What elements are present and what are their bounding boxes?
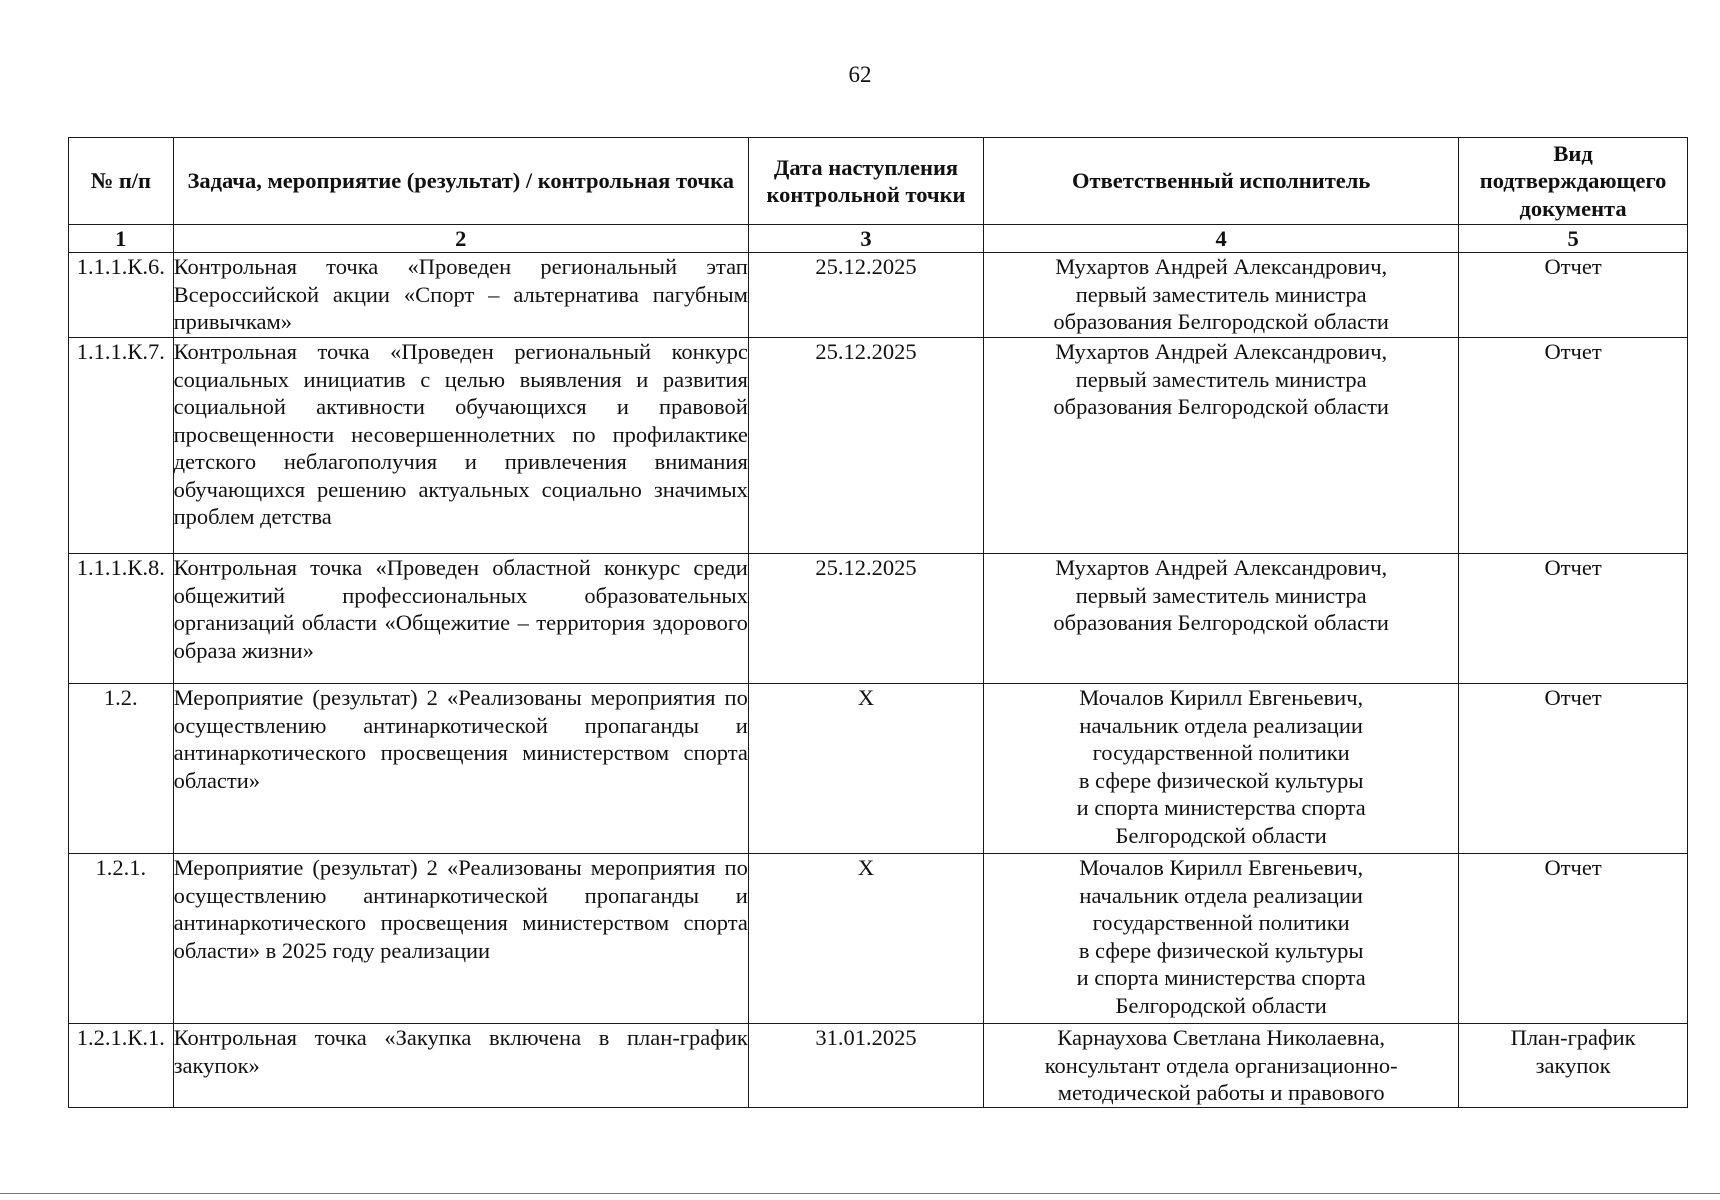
row-responsible-text: Мухартов Андрей Александрович, первый заместитель министра образования Белгородской области xyxy=(1053,254,1389,334)
row-task-text: Контрольная точка «Закупка включена в план-график закупок» xyxy=(173,1025,748,1078)
row-responsible-text: Мухартов Андрей Александрович, первый заместитель министра образования Белгородской области xyxy=(1053,339,1389,419)
row-number: 1.1.1.К.8. xyxy=(69,554,174,684)
row-date: 25.12.2025 xyxy=(748,554,983,684)
row-responsible-text: Мухартов Андрей Александрович, первый заместитель министра образования Белгородской области xyxy=(1053,555,1389,635)
row-date: 25.12.2025 xyxy=(748,253,983,338)
header-date: Дата наступления контрольной точки xyxy=(748,138,983,225)
row-document-text: План-график закупок xyxy=(1510,1025,1636,1078)
row-responsible xyxy=(984,1024,1459,1108)
row-task xyxy=(173,338,748,554)
row-task xyxy=(173,1024,748,1108)
row-document xyxy=(1459,1024,1688,1108)
row-task xyxy=(173,554,748,684)
row-task-text: Мероприятие (результат) 2 «Реализованы мероприятия по осуществлению антинаркотической пропаганды и антинаркотического просвещения министерством спорта области» xyxy=(173,685,748,793)
table-row xyxy=(69,554,1688,684)
row-number: 1.2.1. xyxy=(69,854,174,1024)
row-task-text: Контрольная точка «Проведен региональный этап Всероссийской акции «Спорт – альтернатива пагубным привычкам» xyxy=(173,254,748,334)
row-number: 1.1.1.К.7. xyxy=(69,338,174,554)
row-document xyxy=(1459,253,1688,338)
table-header-row xyxy=(69,138,1688,225)
header-responsible: Ответственный исполнитель xyxy=(984,138,1459,225)
row-date: Х xyxy=(748,684,983,854)
row-document-text: Отчет xyxy=(1544,855,1602,880)
row-responsible xyxy=(984,338,1459,554)
page-number: 62 xyxy=(848,62,872,87)
row-date: 31.01.2025 xyxy=(748,1024,983,1108)
column-number: 5 xyxy=(1459,225,1688,253)
column-number: 4 xyxy=(984,225,1459,253)
row-document-text: Отчет xyxy=(1544,555,1602,580)
table-row xyxy=(69,1024,1688,1108)
control-points-table xyxy=(68,137,1688,1108)
row-number: 1.2.1.К.1. xyxy=(69,1024,174,1108)
row-task xyxy=(173,253,748,338)
row-task xyxy=(173,684,748,854)
table-row xyxy=(69,253,1688,338)
row-document-text: Отчет xyxy=(1544,254,1602,279)
column-number: 1 xyxy=(69,225,174,253)
row-document xyxy=(1459,854,1688,1024)
row-document xyxy=(1459,554,1688,684)
table-row xyxy=(69,338,1688,554)
row-task-text: Контрольная точка «Проведен областной конкурс среди общежитий профессиональных образовательных организаций области «Общежитие – территория здорового образа жизни» xyxy=(173,555,748,663)
row-responsible xyxy=(984,253,1459,338)
row-responsible xyxy=(984,854,1459,1024)
row-number: 1.2. xyxy=(69,684,174,854)
row-date: Х xyxy=(748,854,983,1024)
row-task-text: Мероприятие (результат) 2 «Реализованы мероприятия по осуществлению антинаркотической пропаганды и антинаркотического просвещения министерством спорта области» в 2025 году реализации xyxy=(173,855,748,963)
row-responsible-text: Мочалов Кирилл Евгеньевич, начальник отдела реализации государственной политики в сфере физической культуры и спорта министерства спорта Белгородской области xyxy=(1076,855,1366,1018)
row-responsible xyxy=(984,554,1459,684)
row-document-text: Отчет xyxy=(1544,339,1602,364)
row-number: 1.1.1.К.6. xyxy=(69,253,174,338)
page-bottom-rule xyxy=(0,1193,1720,1194)
row-document-text: Отчет xyxy=(1544,685,1602,710)
header-num: № п/п xyxy=(69,138,174,225)
header-task: Задача, мероприятие (результат) / контрольная точка xyxy=(173,138,748,225)
row-responsible-text: Мочалов Кирилл Евгеньевич, начальник отдела реализации государственной политики в сфере физической культуры и спорта министерства спорта Белгородской области xyxy=(1076,685,1366,848)
table-row xyxy=(69,854,1688,1024)
row-date: 25.12.2025 xyxy=(748,338,983,554)
column-number: 3 xyxy=(748,225,983,253)
row-responsible xyxy=(984,684,1459,854)
row-document xyxy=(1459,338,1688,554)
table-row xyxy=(69,684,1688,854)
row-task-text: Контрольная точка «Проведен региональный конкурс социальных инициатив с целью выявления и развития социальной активности обучающихся и правовой просвещенности несовершеннолетних по профилактике детского неблагополучия и привлечения внимания обучающихся решению актуальных социально значимых проблем детства xyxy=(173,339,748,529)
row-document xyxy=(1459,684,1688,854)
header-doc: Вид подтверждающего документа xyxy=(1459,138,1688,225)
row-responsible-text: Карнаухова Светлана Николаевна, консультант отдела организационно- методической работы и правового xyxy=(1044,1025,1398,1105)
column-number: 2 xyxy=(173,225,748,253)
row-task xyxy=(173,854,748,1024)
column-numbers-row xyxy=(69,225,1688,253)
